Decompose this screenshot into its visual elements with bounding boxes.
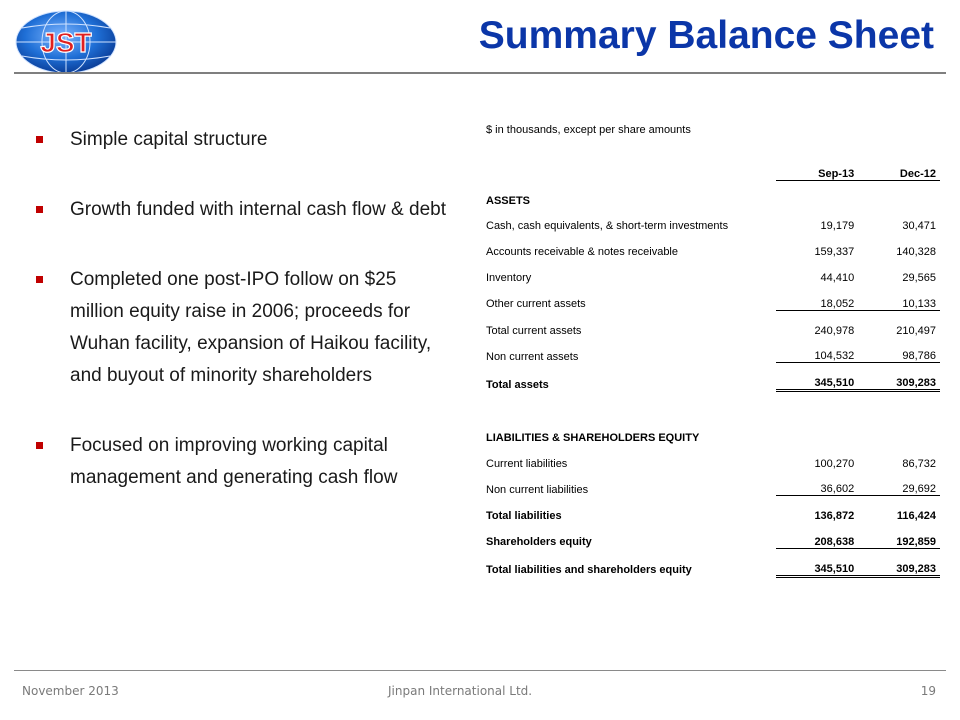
table-row: Cash, cash equivalents, & short-term investments 19,179 30,471 <box>486 220 936 233</box>
section-header-row <box>482 418 940 444</box>
bullet-item: Growth funded with internal cash flow & debt <box>30 194 450 226</box>
bullet-square-icon <box>36 276 43 283</box>
table-row-total: Total assets 345,510 309,283 <box>482 363 940 391</box>
section-header-row <box>482 180 940 206</box>
column-header-dec12: Dec-12 <box>858 154 940 180</box>
bullet-square-icon <box>36 206 43 213</box>
footer-company: Jinpan International Ltd. <box>388 684 533 698</box>
balance-sheet-table <box>482 154 940 578</box>
bullet-item: Focused on improving working capital management and generating cash flow <box>30 430 450 494</box>
logo-text: JST <box>40 27 92 58</box>
table-header-row <box>482 154 940 180</box>
table-row: Non current liabilities 36,602 29,692 <box>482 470 940 496</box>
table-row: Other current assets 18,052 10,133 <box>482 284 940 310</box>
bullet-square-icon <box>36 442 43 449</box>
liabilities-header: LIABILITIES & SHAREHOLDERS EQUITY <box>486 431 700 444</box>
assets-header: ASSETS <box>486 194 531 207</box>
table-row-total: Total liabilities and shareholders equity 345,510 309,283 <box>482 548 940 576</box>
units-note: $ in thousands, except per share amounts <box>486 124 691 136</box>
slide-title: Summary Balance Sheet <box>478 14 934 57</box>
table-row: Inventory 44,410 29,565 <box>486 271 936 284</box>
table-row-total: Shareholders equity 208,638 192,859 <box>482 522 940 548</box>
table-row-total: Total liabilities 136,872 116,424 <box>486 510 936 523</box>
bullet-item: Completed one post-IPO follow on $25 million equity raise in 2006; proceeds for Wuhan facility, expansion of Haikou facility, and buyout of minority shareholders <box>30 264 450 392</box>
table-row: Current liabilities 100,270 86,732 <box>486 457 936 470</box>
footer-divider <box>14 670 946 671</box>
bullet-item: Simple capital structure <box>30 124 450 156</box>
table-row: Total current assets 240,978 210,497 <box>486 324 936 337</box>
footer-date: November 2013 <box>22 684 119 698</box>
jst-logo <box>14 8 118 76</box>
title-divider <box>14 72 946 74</box>
bullet-square-icon <box>36 136 43 143</box>
page-number: 19 <box>920 684 936 698</box>
table-row: Non current assets 104,532 98,786 <box>482 337 940 363</box>
column-header-sep13: Sep-13 <box>776 154 858 180</box>
bullet-list <box>30 124 450 532</box>
spacer-row <box>482 391 940 418</box>
table-row: Accounts receivable & notes receivable 159,337 140,328 <box>486 246 936 259</box>
